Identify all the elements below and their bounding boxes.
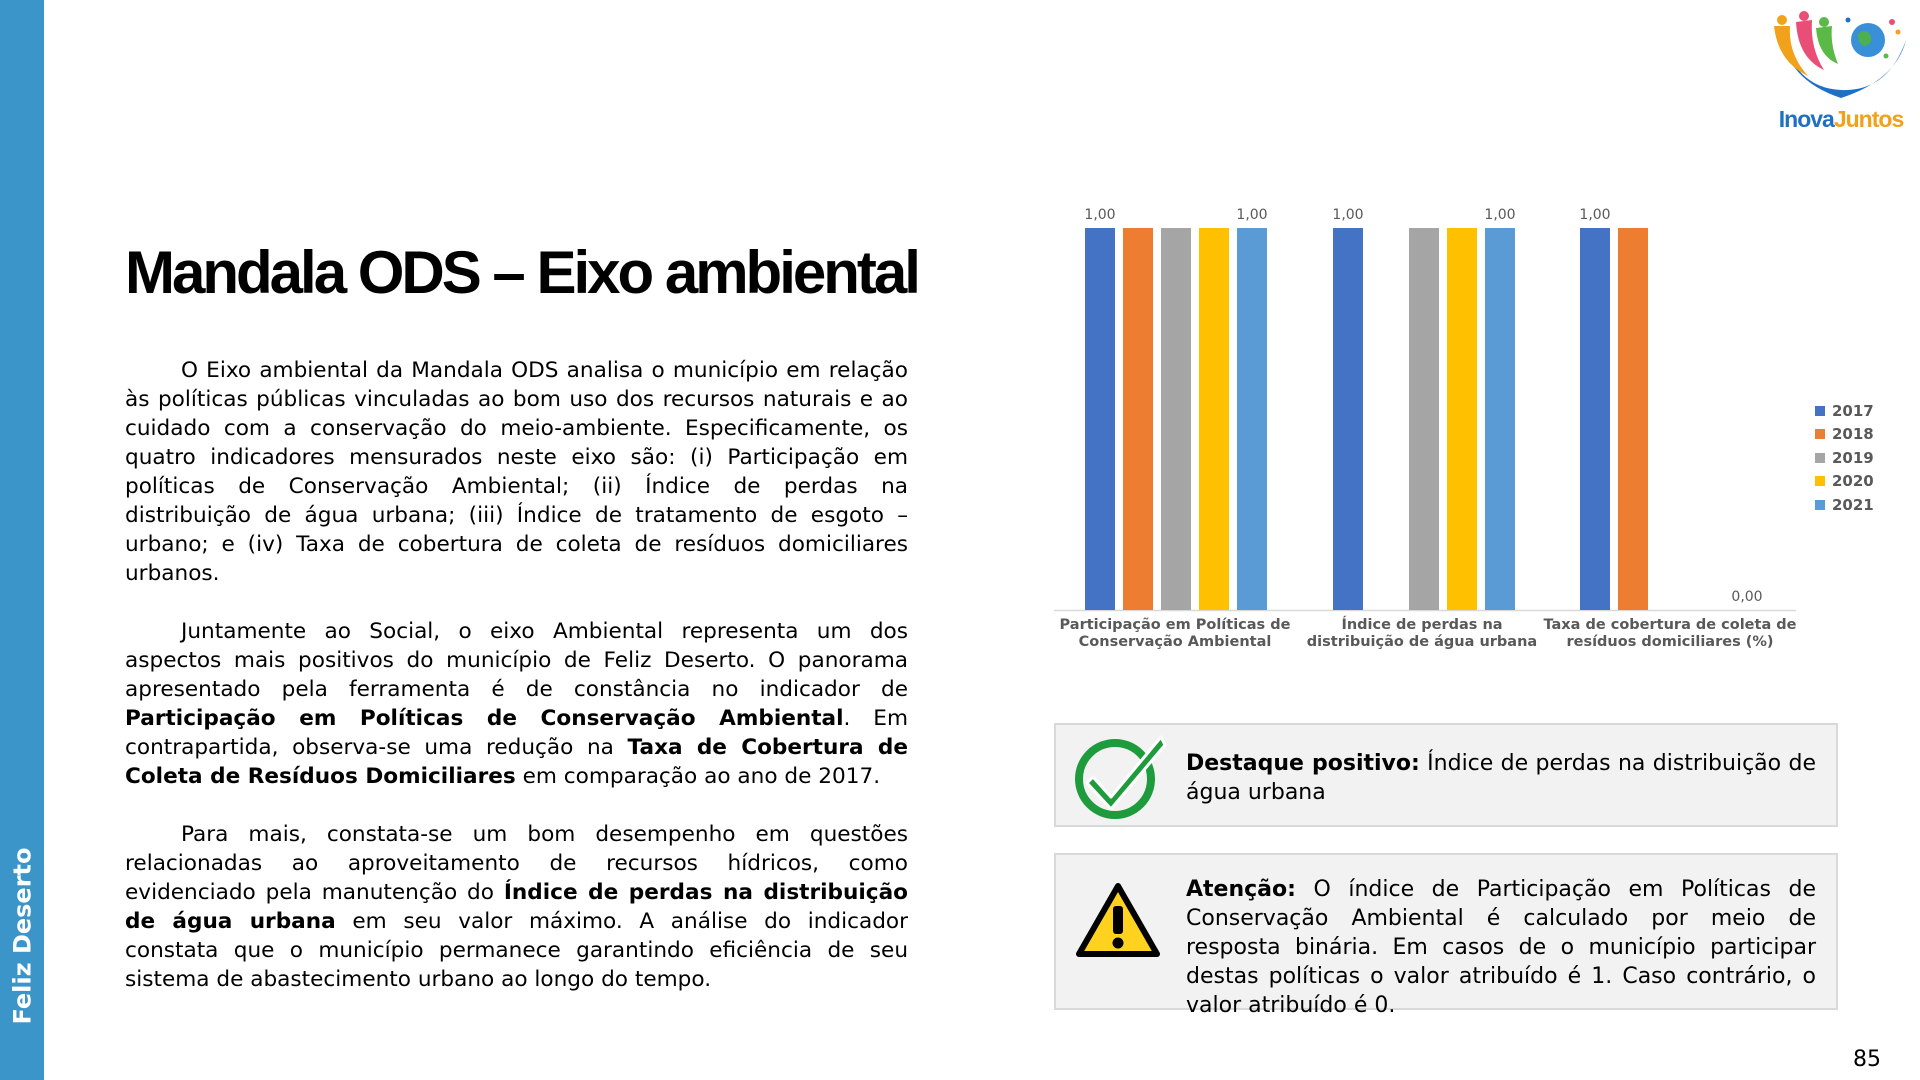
bar-2021-2	[1485, 228, 1515, 610]
callout-positive	[1054, 723, 1838, 827]
bar-2017-1	[1085, 228, 1115, 610]
bar-2018-3	[1618, 228, 1648, 610]
logo-word-inova: Inova	[1778, 106, 1834, 132]
legend-item-2021	[1815, 493, 1874, 517]
callout-attention	[1054, 853, 1838, 1018]
category-label-2-line-2: distribuição de água urbana	[1306, 634, 1538, 650]
bar-2020-2	[1447, 228, 1477, 610]
data-label-2017-3: 1,00	[1579, 207, 1611, 223]
p3-text-b: em seu valor máximo. A análise do indicador constata que o município permanece garantindo eficiência de seu sistema de abastecimento urbano ao longo do tempo.	[125, 909, 908, 992]
data-label-2017-2: 1,00	[1332, 207, 1364, 223]
legend-swatch-2021	[1815, 500, 1825, 510]
bar-2019-2	[1409, 228, 1439, 610]
bar-2017-3	[1580, 228, 1610, 610]
warning-icon	[1075, 882, 1161, 960]
bar-2017-2	[1333, 228, 1363, 610]
data-label-2021-2: 1,00	[1484, 207, 1516, 223]
callout-positive-text	[1186, 749, 1816, 807]
body-text	[125, 356, 908, 1023]
page-title: Mandala ODS – Eixo ambiental	[125, 239, 918, 306]
category-label-1-line-2: Conservação Ambiental	[1078, 634, 1272, 650]
data-label-2021-3: 0,00	[1731, 589, 1763, 605]
bar-chart	[1050, 195, 1920, 665]
bar-2019-1	[1161, 228, 1191, 610]
category-label-1-line-1: Participação em Políticas de	[1059, 617, 1291, 633]
bar-2018-1	[1123, 228, 1153, 610]
p3-bold: Índice de perdas na distribuição de água urbana	[125, 880, 908, 934]
callout-attention-body: O índice de Participação em Políticas de Conservação Ambiental é calculado por meio de resposta binária. Em casos de o município participar destas políticas o valor atribuído é 1. Caso contrário, o valor atribuído é 0.	[1186, 877, 1816, 1018]
category-label-3-line-2: resíduos domiciliares (%)	[1566, 634, 1774, 650]
legend-label-2018: 2018	[1832, 425, 1874, 444]
legend-swatch-2020	[1815, 476, 1825, 486]
bar-2021-1	[1237, 228, 1267, 610]
paragraph-1: O Eixo ambiental da Mandala ODS analisa o município em relação às políticas públicas vinculadas ao bom uso dos recursos naturais e ao cuidado com a conservação do meio-ambiente. Especificamente, os quatro indicadores mensurados neste eixo são: (i) Participação em políticas de Conservação Ambiental; (ii) Índice de perdas na distribuição de água urbana; (iii) Índice de tratamento de esgoto – urbano; e (iv) Taxa de cobertura de coleta de resíduos domiciliares urbanos.	[125, 358, 908, 586]
callout-positive-body: Índice de perdas na distribuição de água urbana	[1186, 751, 1816, 805]
data-label-2021-1: 1,00	[1236, 207, 1268, 223]
paragraph-3	[125, 820, 908, 994]
check-icon	[1073, 729, 1169, 821]
legend-item-2019	[1815, 446, 1874, 470]
p2-bold-b: Taxa de Cobertura de Coleta de Resíduos Domiciliares	[125, 735, 908, 789]
legend-item-2018	[1815, 423, 1874, 447]
legend-label-2019: 2019	[1832, 448, 1874, 467]
logo-wordmark	[1768, 106, 1914, 133]
callout-attention-label: Atenção:	[1186, 877, 1296, 902]
inovajuntos-logo	[1768, 10, 1914, 135]
p3-text-a: Para mais, constata-se um bom desempenho em questões relacionadas ao aproveitamento de recursos hídricos, como evidenciado pela manutenção do	[125, 822, 908, 905]
sidebar-label: Feliz Deserto	[9, 847, 38, 1025]
legend-item-2017	[1815, 399, 1874, 423]
paragraph-2	[125, 617, 908, 791]
sidebar	[0, 0, 44, 1080]
legend-swatch-2017	[1815, 406, 1825, 416]
callout-attention-text	[1186, 875, 1816, 1020]
chart-legend	[1815, 399, 1874, 517]
legend-label-2020: 2020	[1832, 472, 1874, 491]
logo-graphic	[1768, 10, 1914, 110]
chart-svg	[1050, 195, 1920, 665]
data-label-2017-1: 1,00	[1084, 207, 1116, 223]
sidebar-label-wrap	[8, 830, 38, 1050]
p2-text-c: em comparação ao ano de 2017.	[515, 764, 881, 789]
legend-swatch-2019	[1815, 453, 1825, 463]
legend-label-2021: 2021	[1832, 495, 1874, 514]
legend-swatch-2018	[1815, 429, 1825, 439]
callout-positive-label: Destaque positivo:	[1186, 751, 1420, 776]
p2-text-a: Juntamente ao Social, o eixo Ambiental representa um dos aspectos mais positivos do município de Feliz Deserto. O panorama apresentado pela ferramenta é de constância no indicador de	[125, 619, 908, 702]
p2-text-b: . Em contrapartida, observa-se uma redução na	[125, 706, 908, 760]
bar-2020-1	[1199, 228, 1229, 610]
category-label-2-line-1: Índice de perdas na	[1341, 617, 1503, 633]
page-number: 85	[1853, 1047, 1881, 1072]
legend-label-2017: 2017	[1832, 401, 1874, 420]
logo-word-juntos: Juntos	[1833, 106, 1904, 132]
legend-item-2020	[1815, 470, 1874, 494]
category-label-3-line-1: Taxa de cobertura de coleta de	[1543, 617, 1797, 633]
p2-bold-a: Participação em Políticas de Conservação Ambiental	[125, 706, 844, 731]
